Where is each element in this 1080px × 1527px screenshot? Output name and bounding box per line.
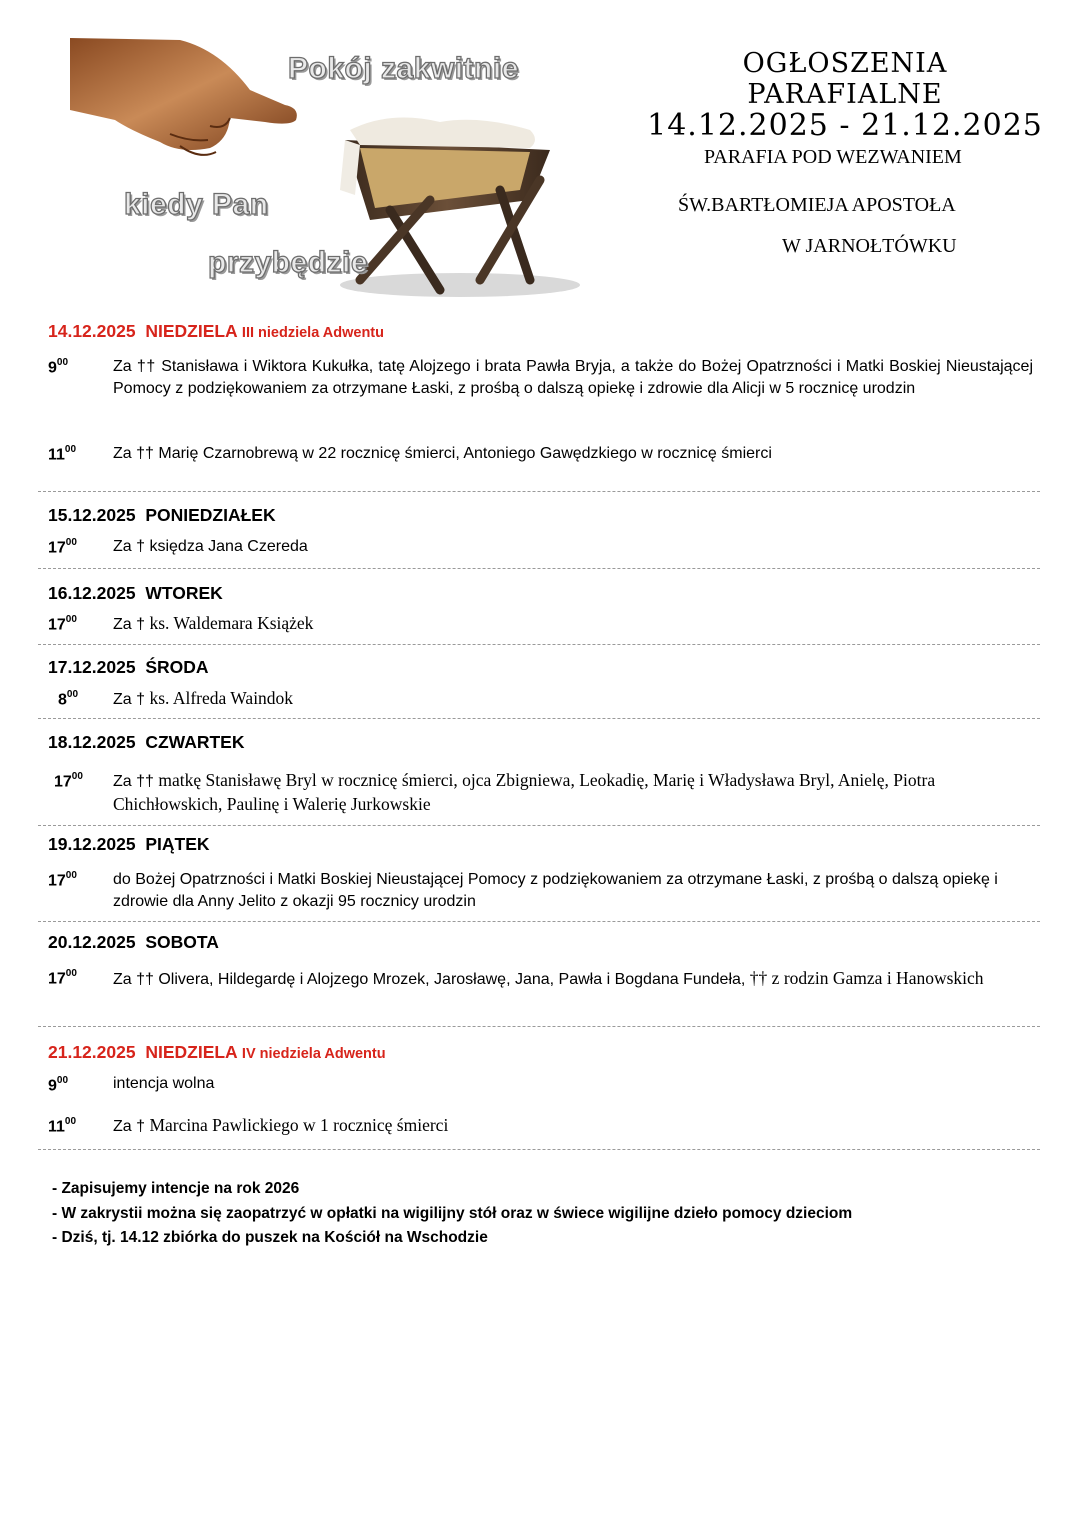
day-heading [48,932,219,953]
mass-intention: Za †† Stanisława i Wiktora Kukułka, tatę Alojzego i brata Pawła Bryja, a także do Bożej Opatrzności i Matki Boskiej Nieustającej Pomocy z podziękowaniem za otrzymane Łaski, z prośbą o dalszą opiekę i zdrowie dla Alicji w 5 rocznicę urodzin [113,358,1033,397]
header-illustration [60,30,580,310]
day-name: CZWARTEK [145,732,245,752]
mass-time: $11^{00}$ [48,444,77,464]
mass-intention: Za †† Olivera, Hildegardę i Alojzego Mrozek, Jarosławę, Jana, Pawła i Bogdana Fundeła, †† z rodzin Gamza i Hanowskich [113,968,984,988]
mass-intention: Za †† matkę Stanisławę Bryl w rocznicę śmierci, ojca Zbigniewa, Leokadię, Marię i Władysława Bryl, Anielę, Piotra Chichłowskich, Paulinę i Walerię Jurkowskie [113,770,936,814]
day-date: 17.12.2025 [48,657,136,677]
day-heading [48,834,210,855]
day-date: 21.12.2025 [48,1042,136,1062]
day-date: 16.12.2025 [48,583,136,603]
day-name: PONIEDZIAŁEK [145,505,276,525]
art-text-line1: Pokój zakwitnie [288,52,519,85]
mass-time: $17^{00}$ [48,870,77,890]
mass-time: $8^{00}$ [58,689,79,709]
mass-intention: Za †† Marię Czarnobrewą w 22 rocznicę śmierci, Antoniego Gawędzkiego w rocznicę śmierci [113,445,772,462]
day-name: NIEDZIELA [145,321,238,341]
separator [38,718,1040,719]
mass-time: $9^{00}$ [48,1075,69,1095]
day-note: IV niedziela Adwentu [241,1046,386,1062]
mass-time: $17^{00}$ [48,537,77,557]
day-date: 14.12.2025 [48,321,136,341]
notice-item: - W zakrystii można się zaopatrzyć w opłatki na wigilijny stół oraz w świece wigilijne dzieło pomocy dzieciom [52,1205,853,1222]
title-heading: OGŁOSZENIA PARAFIALNE [742,48,948,110]
mass-time: $17^{00}$ [54,771,83,791]
title-date-range: 14.12.2025 - 21.12.2025 [647,108,1043,143]
parish-line-2: ŚW.BARTŁOMIEJA APOSTOŁA [678,194,956,216]
pointing-hand-icon [70,38,297,155]
mass-time: $17^{00}$ [48,614,77,634]
day-heading [48,1042,386,1063]
manger-icon [340,118,580,298]
separator [38,568,1040,569]
separator [38,644,1040,645]
parish-line-3: W JARNOŁTÓWKU [782,235,957,257]
mass-intention: Za † księdza Jana Czereda [113,538,308,555]
day-heading [48,505,276,526]
mass-time: $9^{00}$ [48,357,69,377]
day-date: 20.12.2025 [48,932,136,952]
day-date: 15.12.2025 [48,505,136,525]
day-name: ŚRODA [145,657,209,677]
day-heading [48,321,384,342]
day-heading [48,732,244,753]
mass-intention: Za † Marcina Pawlickiego w 1 rocznicę śmierci [113,1115,449,1135]
announcement-title [640,48,1050,143]
day-note: III niedziela Adwentu [241,325,384,341]
day-date: 18.12.2025 [48,732,136,752]
separator [38,825,1040,826]
parish-line-1: PARAFIA POD WEZWANIEM [704,146,962,168]
separator [38,1149,1040,1150]
art-text-line2: kiedy Pan [124,188,269,221]
separator [38,491,1040,492]
separator [38,921,1040,922]
mass-time: $17^{00}$ [48,968,77,988]
day-date: 19.12.2025 [48,834,136,854]
notice-item: - Zapisujemy intencje na rok 2026 [52,1180,300,1197]
day-name: PIĄTEK [145,834,210,854]
mass-intention: do Bożej Opatrzności i Matki Boskiej Nieustającej Pomocy z podziękowaniem za otrzymane Łaski, z prośbą o dalszą opiekę i zdrowie dla Anny Jelito z okazji 95 rocznicy urodzin [113,871,998,910]
day-name: WTOREK [145,583,223,603]
day-name: SOBOTA [145,932,219,952]
notice-item: - Dziś, tj. 14.12 zbiórka do puszek na Kościół na Wschodzie [52,1229,488,1246]
day-name: NIEDZIELA [145,1042,238,1062]
art-text-line3: przybędzie [208,246,369,279]
day-heading [48,583,223,604]
mass-intention: Za † ks. Alfreda Waindok [113,688,294,708]
separator [38,1026,1040,1027]
day-heading [48,657,209,678]
mass-time: $11^{00}$ [48,1116,77,1136]
mass-intention: intencja wolna [113,1075,215,1092]
mass-intention: Za † ks. Waldemara Książek [113,613,314,633]
